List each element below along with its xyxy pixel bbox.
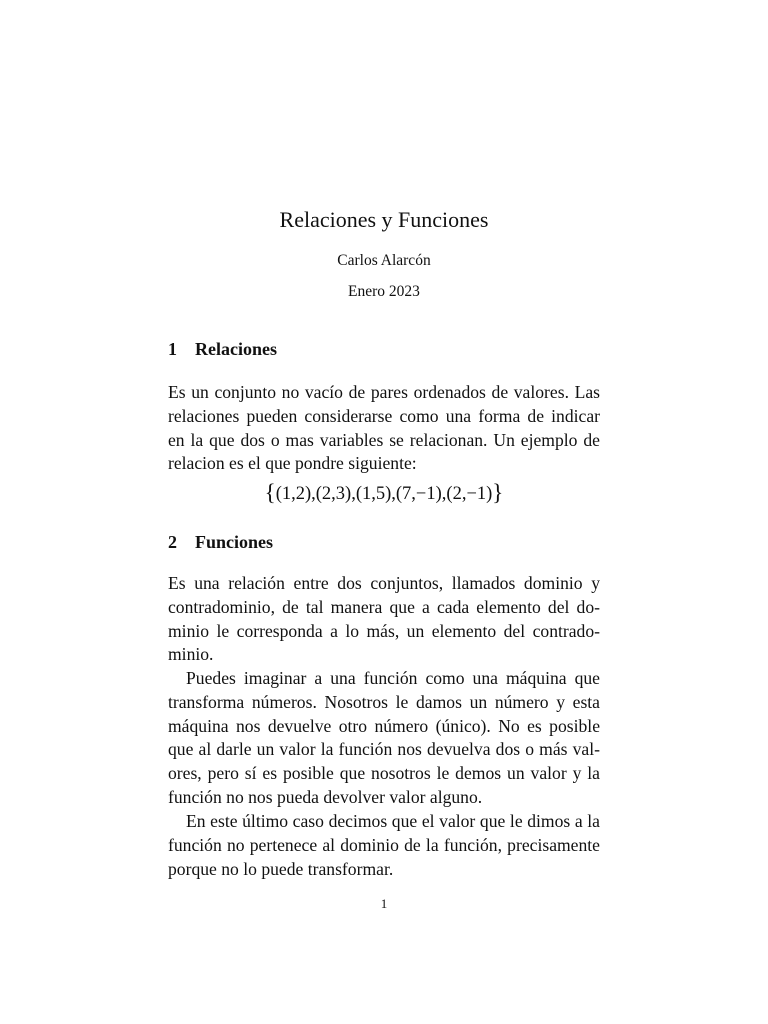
- paragraph-funciones-dominio: [168, 810, 600, 881]
- math-set-content: (1,2),(2,3),(1,5),(7,−1),(2,−1): [275, 484, 493, 504]
- text-line: En este último caso decimos que el valor que le dimos a la: [186, 811, 600, 831]
- text-line: transforma números. Nosotros le damos un número y esta: [168, 691, 600, 712]
- section-title: Relaciones: [195, 339, 277, 359]
- text-line: contradominio, de tal manera que a cada elemento del do-: [168, 596, 600, 617]
- section-heading-relaciones: [168, 337, 277, 361]
- document-title: Relaciones y Funciones: [279, 207, 489, 232]
- text-line: Es un conjunto no vacío de pares ordenados de valores. Las: [168, 382, 600, 402]
- document-author: Carlos Alarcón: [337, 252, 431, 269]
- text-line: porque no lo puede transformar.: [168, 858, 394, 879]
- page-number: 1: [380, 896, 388, 911]
- math-open-brace: {: [264, 480, 276, 505]
- text-line: relaciones pueden considerarse como una forma de indicar: [168, 405, 600, 426]
- document-date: Enero 2023: [348, 283, 420, 300]
- text-line: en la que dos o mas variables se relacionan. Un ejemplo de: [168, 429, 600, 450]
- paragraph-funciones-maquina: [168, 667, 600, 810]
- section-title: Funciones: [195, 532, 274, 552]
- math-close-brace: }: [492, 480, 504, 505]
- text-line: ores, pero sí es posible que nosotros le demos un valor y la: [168, 763, 600, 784]
- paragraph-funciones-definition: [168, 572, 600, 667]
- text-line: Puedes imaginar a una función como una máquina que: [186, 668, 600, 688]
- section-number: 1: [168, 339, 177, 359]
- text-line: minio.: [168, 644, 214, 665]
- section-heading-funciones: [168, 530, 273, 554]
- text-line: minio le corresponda a lo más, un elemento del contrado-: [168, 620, 600, 641]
- text-line: relacion es el que pondre siguiente:: [168, 453, 417, 474]
- paragraph-relaciones: [168, 381, 600, 476]
- section-number: 2: [168, 532, 177, 552]
- text-line: Es una relación entre dos conjuntos, llamados dominio y: [168, 573, 600, 593]
- math-set-expression: [0, 479, 768, 508]
- text-line: función no nos pueda devolver valor alguno.: [168, 786, 483, 807]
- text-line: máquina nos devuelve otro número (único). No es posible: [168, 715, 600, 736]
- text-line: función no pertenece al dominio de la función, precisamente: [168, 834, 600, 855]
- text-line: que al darle un valor la función nos devuelva dos o más val-: [168, 739, 600, 760]
